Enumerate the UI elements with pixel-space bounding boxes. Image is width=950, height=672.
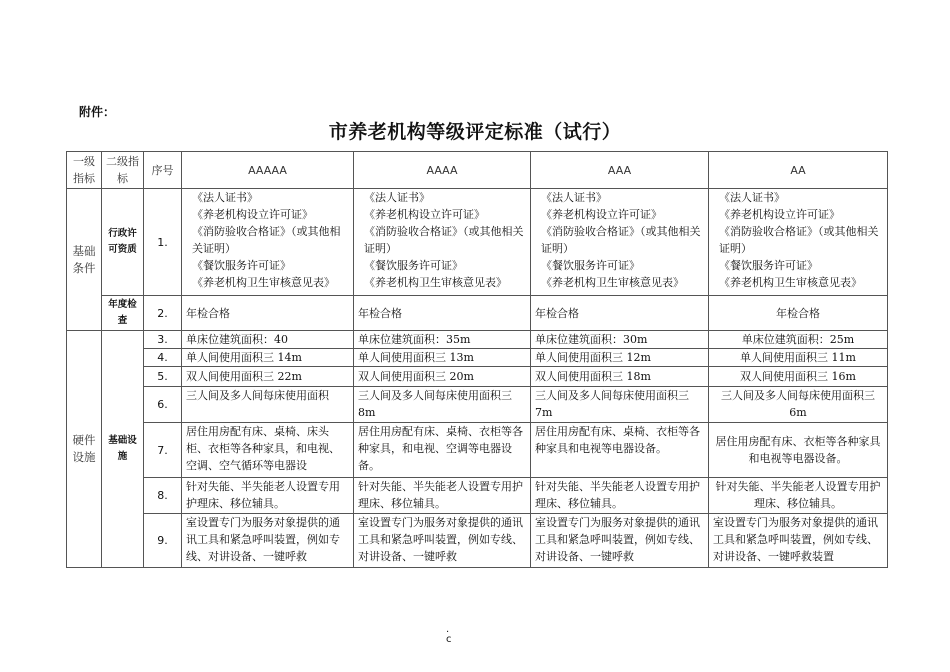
category-basic: 基础条件: [67, 189, 102, 331]
cell-5a: 三人间及多人间每床使用面积: [182, 387, 354, 423]
header-level1: 一级指标: [67, 152, 102, 189]
table-row: [67, 296, 888, 331]
cell-5a: 单床位建筑面积：40: [182, 331, 354, 349]
cell-5a: 《法人证书》 《养老机构设立许可证》 《消防验收合格证》（或其他相关证明） 《餐饮服务许可证》 《养老机构卫生审核意见表》: [182, 189, 354, 296]
cell-2a: 居住用房配有床、衣柜等各种家具和电视等电器设备。: [709, 423, 888, 478]
cell-5a: 室设置专门为服务对象提供的通讯工具和紧急呼叫装置，例如专线、对讲设备、一键呼救: [182, 514, 354, 568]
subcategory-license: 行政许可资质: [102, 189, 144, 296]
cell-2a: 针对失能、半失能老人设置专用护理床、移位辅具。: [709, 478, 888, 514]
cell-4a: 年检合格: [354, 296, 531, 331]
cell-3a: 针对失能、半失能老人设置专用护理床、移位辅具。: [531, 478, 709, 514]
row-seq: 1.: [144, 189, 182, 296]
cell-5a: 单人间使用面积三 14m: [182, 349, 354, 367]
table-row: [67, 423, 888, 478]
row-seq: 4.: [144, 349, 182, 367]
document-title: 市养老机构等级评定标准（试行）: [328, 121, 622, 143]
cell-3a: 居住用房配有床、桌椅、衣柜等各种家具和电视等电器设备。: [531, 423, 709, 478]
header-level2: 二级指标: [102, 152, 144, 189]
table-row: [67, 367, 888, 387]
row-seq: 5.: [144, 367, 182, 387]
table-row: [67, 387, 888, 423]
cell-4a: 居住用房配有床、桌椅、衣柜等各种家具，和电视、空调等电器设备。: [354, 423, 531, 478]
cell-2a: 双人间使用面积三 16m: [709, 367, 888, 387]
header-grade-2a: AA: [709, 152, 888, 189]
page-number: c: [446, 634, 452, 645]
header-row: [67, 152, 888, 189]
cell-3a: 年检合格: [531, 296, 709, 331]
row-seq: 6.: [144, 387, 182, 423]
cell-4a: 双人间使用面积三 20m: [354, 367, 531, 387]
row-seq: 2.: [144, 296, 182, 331]
header-grade-3a: AAA: [531, 152, 709, 189]
subcategory-facility: 基础设施: [102, 331, 144, 568]
footer-dot: .: [446, 624, 450, 635]
cell-5a: 居住用房配有床、桌椅、床头柜、衣柜等各种家具，和电视、空调、空气循环等电器设: [182, 423, 354, 478]
cell-3a: 双人间使用面积三 18m: [531, 367, 709, 387]
cell-3a: 单人间使用面积三 12m: [531, 349, 709, 367]
cell-4a: 单床位建筑面积：35m: [354, 331, 531, 349]
cell-4a: 针对失能、半失能老人设置专用护理床、移位辅具。: [354, 478, 531, 514]
cell-2a: 单人间使用面积三 11m: [709, 349, 888, 367]
cell-2a: 《法人证书》 《养老机构设立许可证》 《消防验收合格证》（或其他相关证明） 《餐饮服务许可证》 《养老机构卫生审核意见表》: [709, 189, 888, 296]
row-seq: 3.: [144, 331, 182, 349]
table-row: [67, 349, 888, 367]
cell-5a: 双人间使用面积三 22m: [182, 367, 354, 387]
cell-5a: 针对失能、半失能老人设置专用护理床、移位辅具。: [182, 478, 354, 514]
cell-4a: 室设置专门为服务对象提供的通讯工具和紧急呼叫装置，例如专线、对讲设备、一键呼救: [354, 514, 531, 568]
cell-3a: 单床位建筑面积：30m: [531, 331, 709, 349]
cell-3a: 三人间及多人间每床使用面积三 7m: [531, 387, 709, 423]
attachment-label: 附件：: [79, 105, 116, 119]
cell-2a: 三人间及多人间每床使用面积三 6m: [709, 387, 888, 423]
page-footer: [446, 626, 452, 645]
header-grade-4a: AAAA: [354, 152, 531, 189]
table-row: [67, 514, 888, 568]
subcategory-annual: 年度检查: [102, 296, 144, 331]
row-seq: 7.: [144, 423, 182, 478]
cell-4a: 三人间及多人间每床使用面积三 8m: [354, 387, 531, 423]
row-seq: 9.: [144, 514, 182, 568]
cell-3a: 室设置专门为服务对象提供的通讯工具和紧急呼叫装置，例如专线、对讲设备、一键呼救: [531, 514, 709, 568]
header-seq: 序号: [144, 152, 182, 189]
table-row: [67, 331, 888, 349]
row-seq: 8.: [144, 478, 182, 514]
standards-table: [66, 151, 888, 568]
cell-4a: 《法人证书》 《养老机构设立许可证》 《消防验收合格证》（或其他相关证明） 《餐饮服务许可证》 《养老机构卫生审核意见表》: [354, 189, 531, 296]
category-hardware: 硬件设施: [67, 331, 102, 568]
table-row: [67, 478, 888, 514]
cell-3a: 《法人证书》 《养老机构设立许可证》 《消防验收合格证》（或其他相关证明） 《餐饮服务许可证》 《养老机构卫生审核意见表》: [531, 189, 709, 296]
cell-4a: 单人间使用面积三 13m: [354, 349, 531, 367]
cell-2a: 年检合格: [709, 296, 888, 331]
cell-2a: 室设置专门为服务对象提供的通讯工具和紧急呼叫装置，例如专线、对讲设备、一键呼救装置: [709, 514, 888, 568]
cell-2a: 单床位建筑面积：25m: [709, 331, 888, 349]
cell-5a: 年检合格: [182, 296, 354, 331]
header-grade-5a: AAAAA: [182, 152, 354, 189]
table-row: [67, 189, 888, 296]
